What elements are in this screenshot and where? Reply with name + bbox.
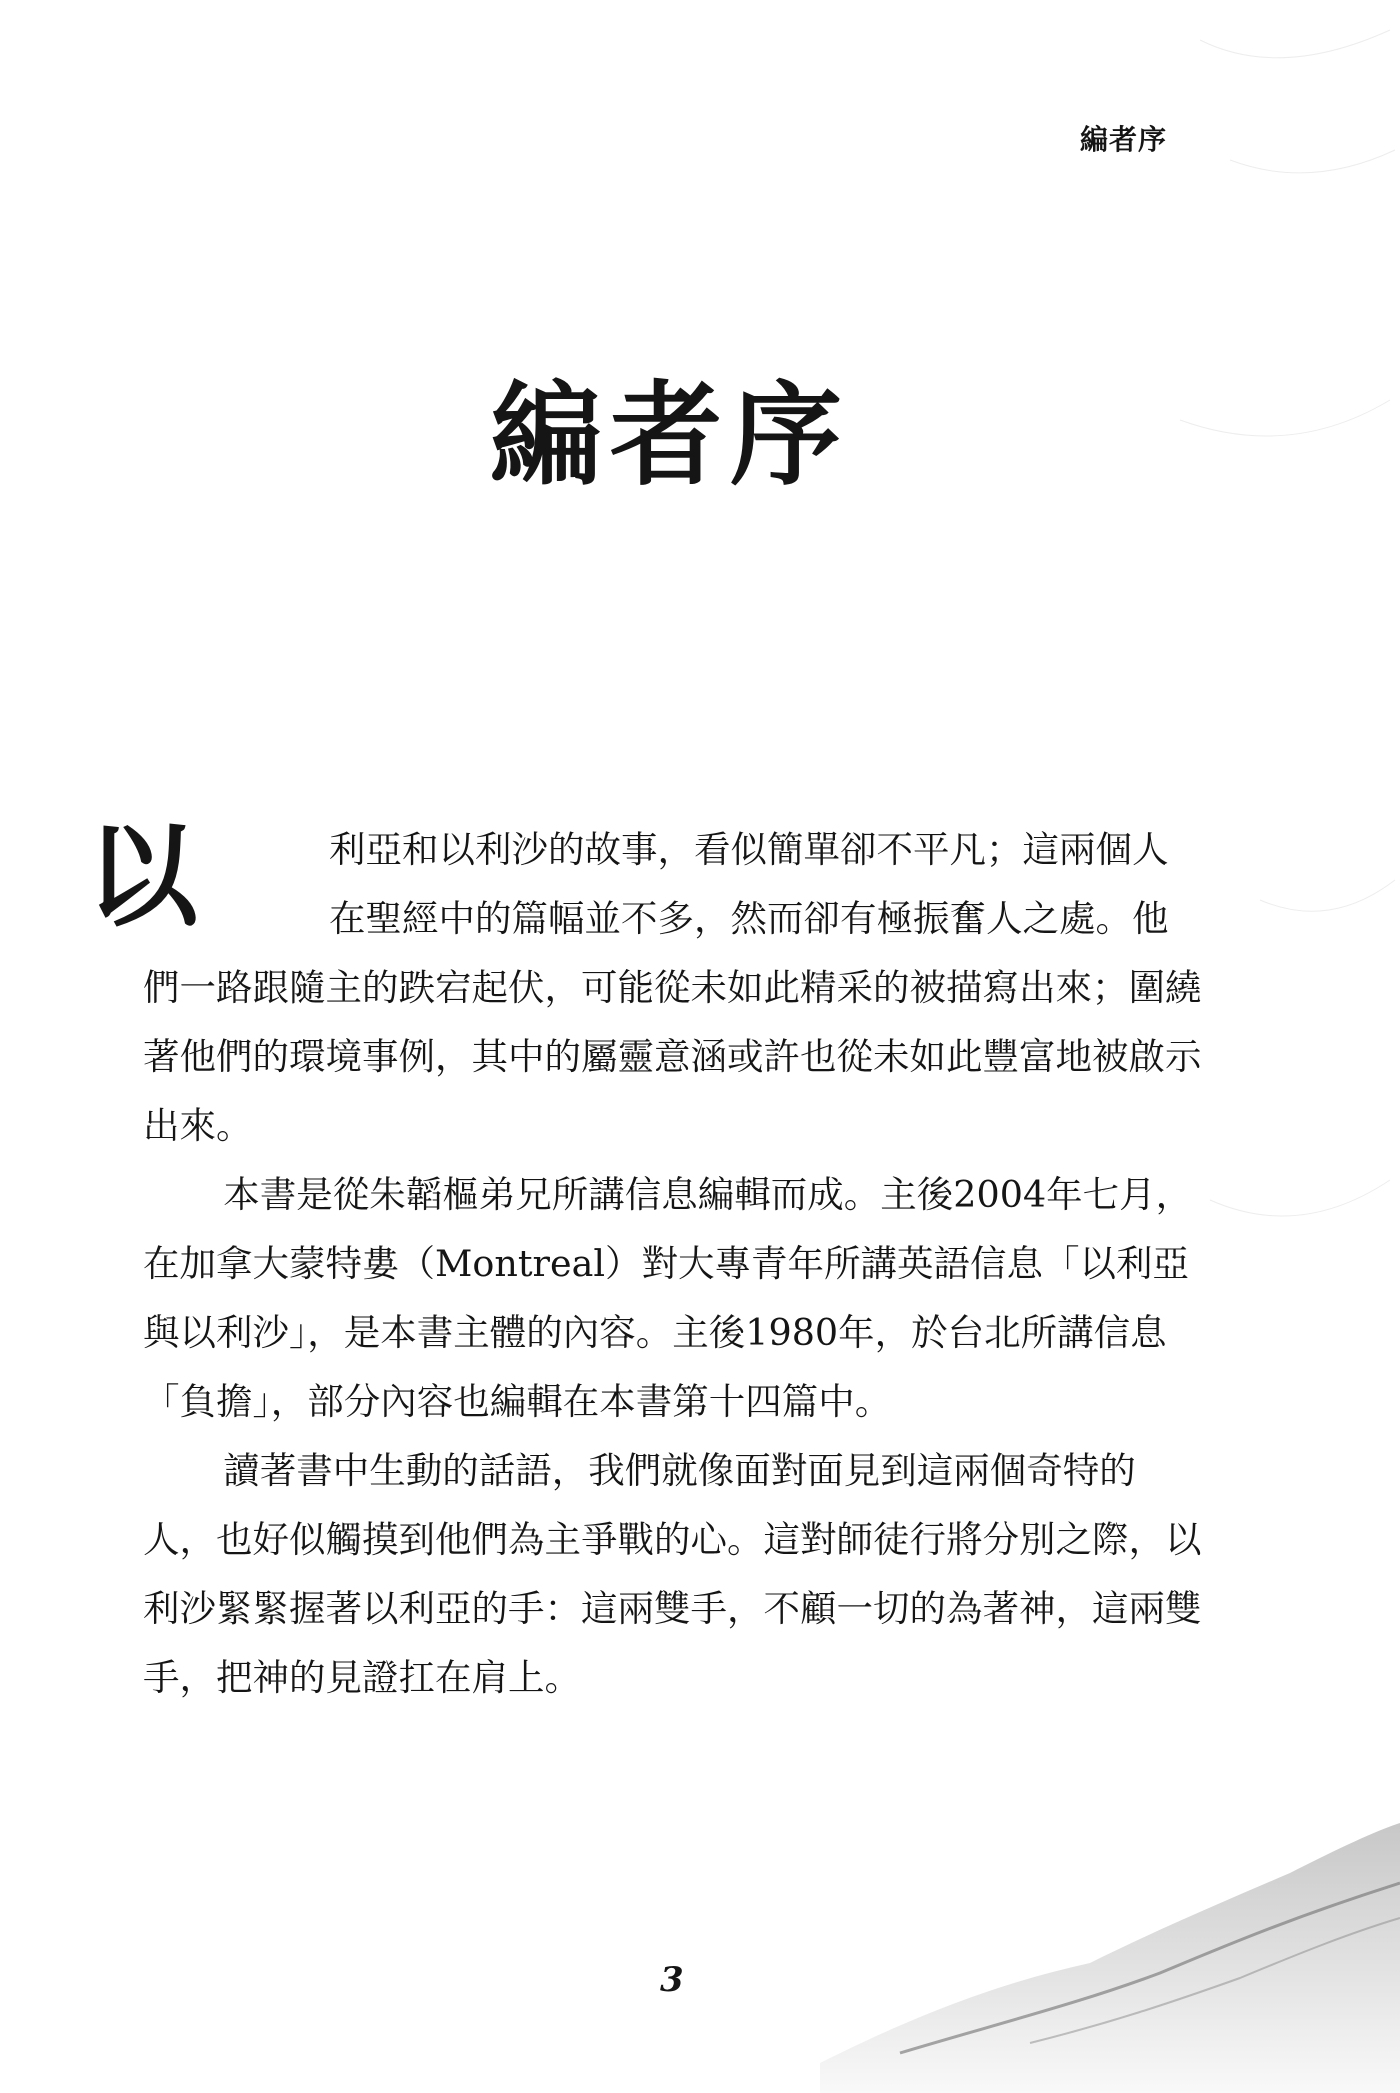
running-header: 編者序 bbox=[1079, 123, 1167, 156]
paragraph-1 bbox=[86, 811, 1203, 1160]
page-number: 3 bbox=[660, 1960, 684, 2000]
drop-cap: 以 bbox=[86, 811, 198, 942]
chapter-title: 編者序 bbox=[490, 370, 850, 502]
paragraph-3: 讀著書中生動的話語，我們就像面對面見到這兩個奇特的人，也好似觸摸到他們為主爭戰的心。這對師徒行將分別之際，以利沙緊緊握著以利亞的手：這兩雙手，不顧一切的為著神，這兩雙手，把神的見證扛在肩上。 bbox=[143, 1449, 1202, 1699]
paragraph-1-text: 利亞和以利沙的故事，看似簡單卻不平凡；這兩個人在聖經中的篇幅並不多，然而卻有極振奮人之處。他們一路跟隨主的跌宕起伏，可能從未如此精采的被描寫出來；圍繞著他們的環境事例，其中的屬靈意涵或許也從未如此豐富地被啟示出來。 bbox=[143, 828, 1202, 1147]
drop-cap-box bbox=[0, 811, 329, 953]
paragraph-2: 本書是從朱韜樞弟兄所講信息編輯而成。主後2004年七月，在加拿大蒙特婁（Montreal）對大專青年所講英語信息「以利亞與以利沙」，是本書主體的內容。主後1980年，於台北所講信息「負擔」，部分內容也編輯在本書第十四篇中。 bbox=[143, 1173, 1193, 1423]
ink-mountain-illustration bbox=[700, 1813, 1400, 2093]
body-text bbox=[86, 811, 1203, 1712]
